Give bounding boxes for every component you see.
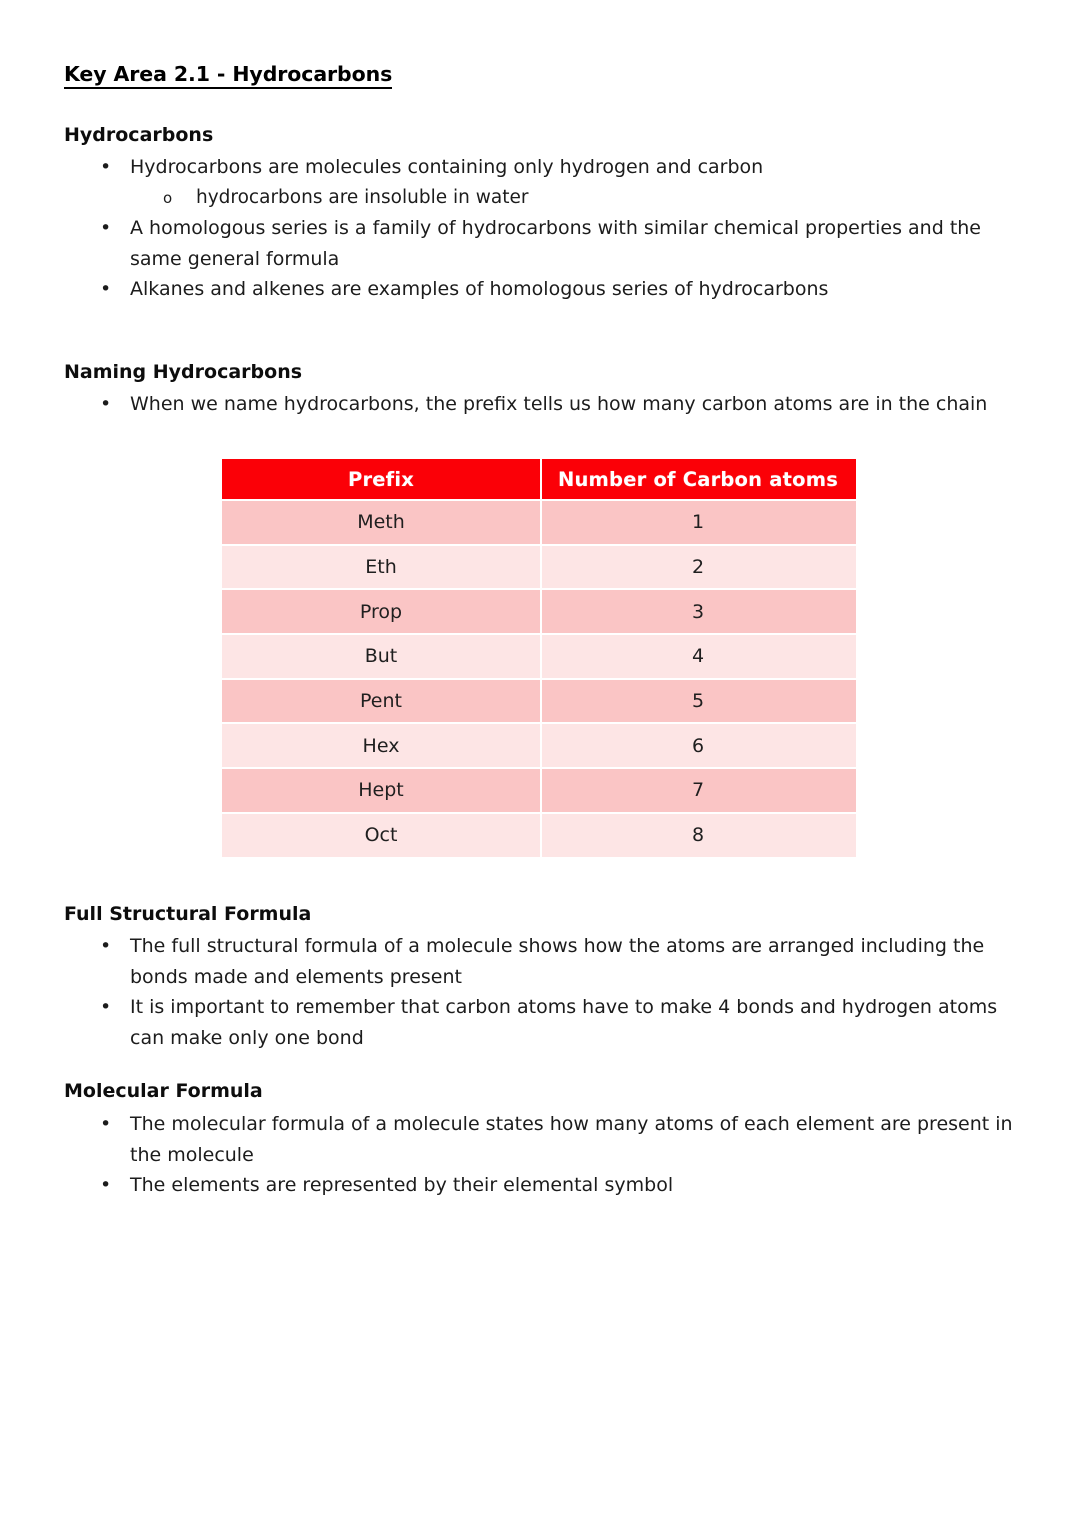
column-header-carbon-atoms: Number of Carbon atoms (540, 459, 856, 500)
list-item (64, 389, 1016, 420)
list-item-text: Hydrocarbons are molecules containing only hydrogen and carbon (130, 156, 764, 178)
cell-prefix: But (222, 634, 540, 679)
table-row (222, 768, 856, 813)
bullet-list-full-structural-formula (64, 931, 1016, 1053)
page-title: Key Area 2.1 - Hydrocarbons (64, 62, 392, 89)
table-row (222, 679, 856, 724)
list-item-text: It is important to remember that carbon atoms have to make 4 bonds and hydrogen atoms can make only one bond (130, 996, 998, 1049)
cell-carbons: 4 (540, 634, 856, 679)
bullet-disc-icon: • (100, 278, 112, 300)
bullet-disc-icon: • (100, 935, 112, 957)
list-item (64, 213, 1016, 274)
list-item-text: hydrocarbons are insoluble in water (196, 186, 529, 208)
list-item-text: When we name hydrocarbons, the prefix tells us how many carbon atoms are in the chain (130, 393, 988, 415)
table-header-row (222, 459, 856, 500)
cell-carbons: 1 (540, 500, 856, 545)
cell-carbons: 3 (540, 589, 856, 634)
cell-prefix: Pent (222, 679, 540, 724)
list-item-text: The elements are represented by their elemental symbol (130, 1174, 674, 1196)
section-heading-naming-hydrocarbons: Naming Hydrocarbons (64, 361, 303, 383)
section-heading-hydrocarbons: Hydrocarbons (64, 124, 214, 146)
bullet-list-molecular-formula (64, 1109, 1016, 1201)
cell-carbons: 2 (540, 545, 856, 590)
column-header-prefix: Prefix (222, 459, 540, 500)
cell-prefix: Prop (222, 589, 540, 634)
cell-prefix: Meth (222, 500, 540, 545)
cell-carbons: 8 (540, 813, 856, 857)
bullet-circle-icon: o (163, 188, 173, 207)
list-item (64, 931, 1016, 992)
table-row (222, 813, 856, 857)
cell-prefix: Hept (222, 768, 540, 813)
list-item-text: A homologous series is a family of hydrocarbons with similar chemical properties and the same general formula (130, 217, 982, 270)
section-heading-full-structural-formula: Full Structural Formula (64, 903, 312, 925)
cell-prefix: Oct (222, 813, 540, 857)
table-row (222, 500, 856, 545)
bullet-disc-icon: • (100, 1174, 112, 1196)
cell-carbons: 7 (540, 768, 856, 813)
list-item (64, 1109, 1016, 1170)
table-row (222, 545, 856, 590)
bullet-disc-icon: • (100, 217, 112, 239)
list-item (64, 183, 1016, 214)
list-item (64, 992, 1016, 1053)
table-row (222, 723, 856, 768)
list-item-text: The full structural formula of a molecule shows how the atoms are arranged including the bonds made and elements present (130, 935, 985, 988)
bullet-disc-icon: • (100, 1113, 112, 1135)
list-item (64, 152, 1016, 183)
section-heading-molecular-formula: Molecular Formula (64, 1080, 263, 1102)
list-item-text: The molecular formula of a molecule states how many atoms of each element are present in the molecule (130, 1113, 1013, 1166)
bullet-disc-icon: • (100, 996, 112, 1018)
list-item (64, 1170, 1016, 1201)
bullet-disc-icon: • (100, 156, 112, 178)
prefix-carbon-table (222, 459, 856, 857)
list-item (64, 274, 1016, 305)
list-item-text: Alkanes and alkenes are examples of homologous series of hydrocarbons (130, 278, 829, 300)
bullet-disc-icon: • (100, 393, 112, 415)
cell-prefix: Eth (222, 545, 540, 590)
cell-prefix: Hex (222, 723, 540, 768)
table-row (222, 589, 856, 634)
cell-carbons: 5 (540, 679, 856, 724)
bullet-list-naming-hydrocarbons (64, 389, 1016, 420)
bullet-list-hydrocarbons (64, 152, 1016, 305)
table-row (222, 634, 856, 679)
cell-carbons: 6 (540, 723, 856, 768)
